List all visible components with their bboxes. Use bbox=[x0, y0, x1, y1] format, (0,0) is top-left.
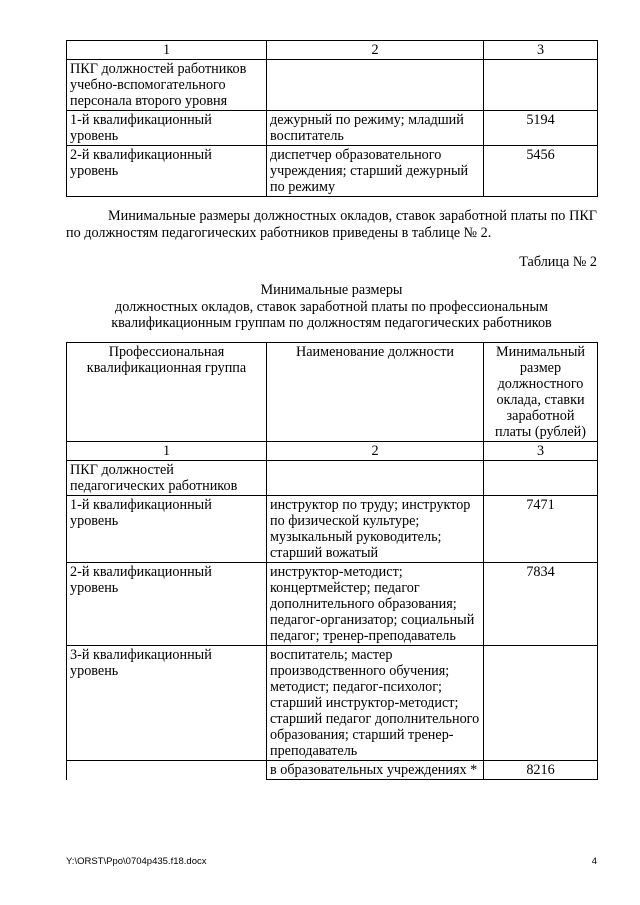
group-cell: ПКГ должностей работников учебно-вспомогательного персонала второго уровня bbox=[67, 60, 267, 111]
header-row bbox=[67, 343, 598, 442]
salary-cell: 5194 bbox=[484, 111, 598, 146]
table-row bbox=[67, 146, 598, 197]
positions-cell: в образовательных учреждениях * bbox=[267, 761, 484, 780]
column-number: 2 bbox=[267, 41, 484, 60]
table-1 bbox=[66, 40, 598, 197]
table-title bbox=[66, 282, 597, 332]
positions-cell: диспетчер образовательного учреждения; старший дежурный по режиму bbox=[267, 146, 484, 197]
table-row bbox=[67, 60, 598, 111]
column-number: 1 bbox=[67, 442, 267, 461]
title-line: должностных окладов, ставок заработной платы по профессиональным bbox=[114, 298, 548, 315]
salary-cell bbox=[484, 646, 598, 761]
group-cell: 1-й квалификационный уровень bbox=[67, 111, 267, 146]
positions-cell bbox=[267, 60, 484, 111]
footer-path: Y:\ORST\Ppo\0704p435.f18.docx bbox=[66, 856, 207, 867]
group-cell: 3-й квалификационный уровень bbox=[67, 646, 267, 761]
group-cell: 1-й квалификационный уровень bbox=[67, 496, 267, 563]
group-cell: 2-й квалификационный уровень bbox=[67, 563, 267, 646]
positions-cell bbox=[267, 461, 484, 496]
positions-cell: дежурный по режиму; младший воспитатель bbox=[267, 111, 484, 146]
table-label: Таблица № 2 bbox=[519, 254, 597, 270]
salary-cell bbox=[484, 60, 598, 111]
table-row bbox=[67, 461, 598, 496]
page-number: 4 bbox=[591, 856, 597, 867]
table-row bbox=[67, 496, 598, 563]
column-number: 1 bbox=[67, 41, 267, 60]
title-line: квалификационным группам по должностям педагогических работников bbox=[111, 315, 552, 331]
salary-cell bbox=[484, 461, 598, 496]
table-row bbox=[67, 41, 598, 60]
column-number: 3 bbox=[484, 41, 598, 60]
table-row bbox=[67, 761, 598, 780]
header-group: Профессиональная квалификационная группа bbox=[67, 343, 267, 442]
header-salary: Минимальный размер должностного оклада, ставки заработной платы (рублей) bbox=[484, 343, 598, 442]
table-2 bbox=[66, 342, 598, 780]
title-line: Минимальные размеры bbox=[260, 282, 403, 298]
salary-cell: 7834 bbox=[484, 563, 598, 646]
table-row bbox=[67, 646, 598, 761]
salary-cell: 7471 bbox=[484, 496, 598, 563]
positions-cell: инструктор-методист; концертмейстер; педагог дополнительного образования; педагог-организатор; социальный педагог; тренер-преподаватель bbox=[267, 563, 484, 646]
salary-cell: 8216 bbox=[484, 761, 598, 780]
positions-cell: воспитатель; мастер производственного обучения; методист; педагог-психолог; старший инструктор-методист; старший педагог дополнительного образования; старший тренер-преподаватель bbox=[267, 646, 484, 761]
positions-cell: инструктор по труду; инструктор по физической культуре; музыкальный руководитель; старший вожатый bbox=[267, 496, 484, 563]
header-position: Наименование должности bbox=[267, 343, 484, 442]
table-row bbox=[67, 111, 598, 146]
column-number: 2 bbox=[267, 442, 484, 461]
group-cell: 2-й квалификационный уровень bbox=[67, 146, 267, 197]
table-row bbox=[67, 563, 598, 646]
group-cell bbox=[67, 761, 267, 780]
column-number: 3 bbox=[484, 442, 598, 461]
intro-paragraph: Минимальные размеры должностных окладов, ставок заработной платы по ПКГ по должностям педагогических работников приведены в таблице № 2. bbox=[66, 208, 597, 241]
group-cell: ПКГ должностей педагогических работников bbox=[67, 461, 267, 496]
salary-cell: 5456 bbox=[484, 146, 598, 197]
table-row bbox=[67, 442, 598, 461]
